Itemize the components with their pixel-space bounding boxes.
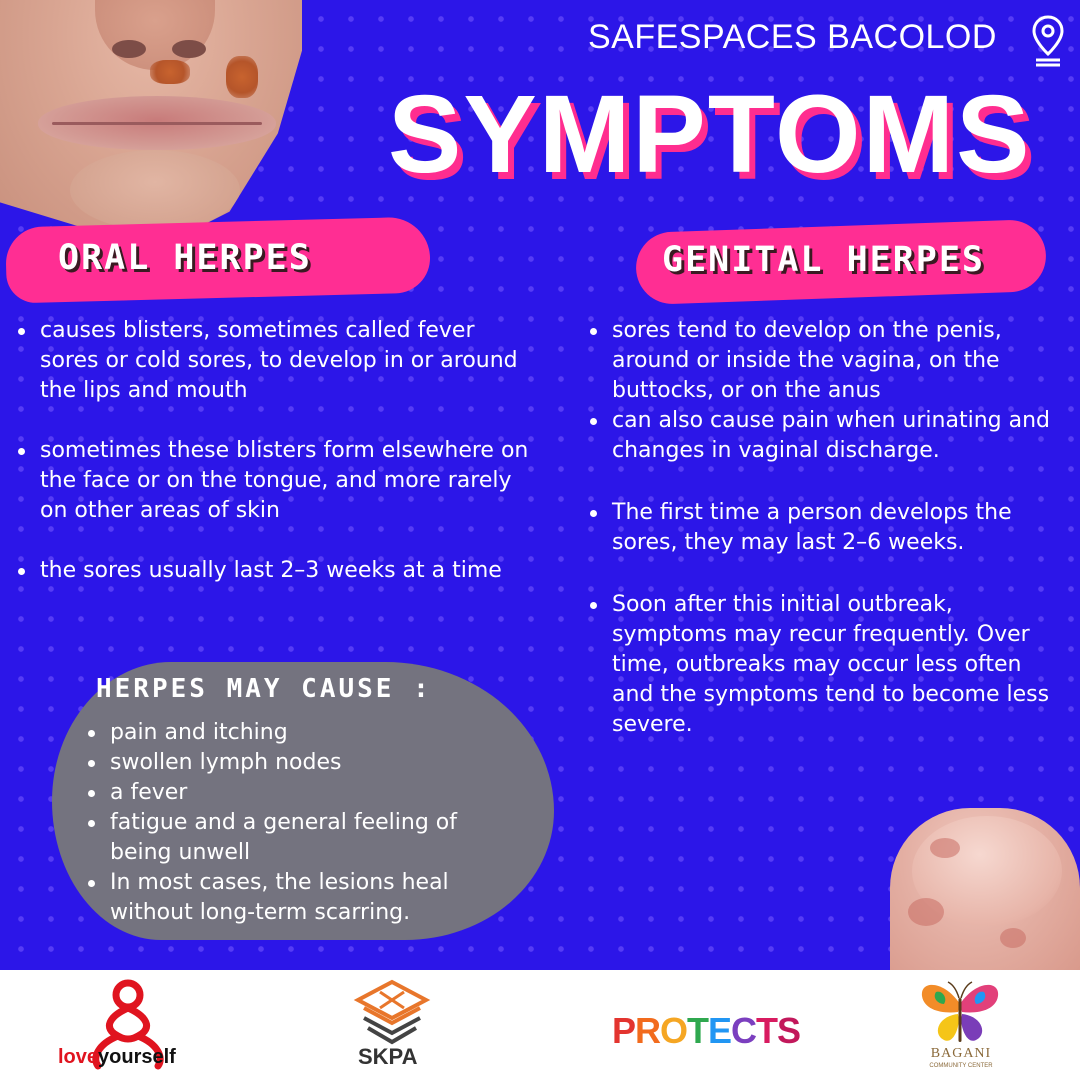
- list-item: Soon after this initial outbreak, symptoms may recur frequently. Over time, outbreaks may occur less often and the symptoms tend to become less severe.: [586, 590, 1066, 740]
- skpa-wordmark: SKPA: [358, 1044, 418, 1069]
- list-item: swollen lymph nodes: [84, 748, 494, 778]
- genital-herpes-photo: [890, 808, 1080, 980]
- list-item: the sores usually last 2–3 weeks at a time: [14, 556, 534, 586]
- bagani-wordmark: BAGANI: [930, 1046, 992, 1061]
- page-title: SYMPTOMS: [388, 73, 1032, 196]
- list-item: pain and itching: [84, 718, 494, 748]
- list-item: causes blisters, sometimes called fever sores or cold sores, to develop in or around the lips and mouth: [14, 316, 534, 406]
- genital-herpes-heading: GENITAL HERPES: [662, 240, 986, 280]
- loveyourself-wordmark: loveyourself: [58, 1046, 176, 1068]
- herpes-may-cause-heading: HERPES MAY CAUSE :: [96, 674, 432, 704]
- oral-herpes-heading: ORAL HERPES: [58, 238, 312, 278]
- list-item: a fever: [84, 778, 494, 808]
- list-item: The first time a person develops the sores, they may last 2–6 weeks.: [586, 498, 1066, 558]
- oral-herpes-lips-photo: [0, 0, 302, 230]
- list-item: fatigue and a general feeling of being unwell: [84, 808, 494, 868]
- bagani-subtitle: COMMUNITY CENTER: [929, 1063, 993, 1069]
- skpa-logo: [352, 978, 432, 1048]
- list-item: can also cause pain when urinating and changes in vaginal discharge.: [586, 406, 1066, 466]
- list-item: sometimes these blisters form elsewhere on the face or on the tongue, and more rarely on other areas of skin: [14, 436, 534, 526]
- protects-logo: PROTECTS: [612, 1010, 801, 1051]
- herpes-may-cause-list: [84, 718, 494, 928]
- brand-name: SAFESPACES BACOLOD: [588, 18, 997, 56]
- list-item: sores tend to develop on the penis, around or inside the vagina, on the buttocks, or on the anus: [586, 316, 1066, 406]
- oral-symptom-list: [14, 316, 534, 616]
- genital-symptom-list: [586, 316, 1066, 740]
- bagani-butterfly-logo: [914, 974, 1006, 1048]
- location-pin-icon: [1030, 14, 1066, 68]
- list-item: In most cases, the lesions heal without long-term scarring.: [84, 868, 494, 928]
